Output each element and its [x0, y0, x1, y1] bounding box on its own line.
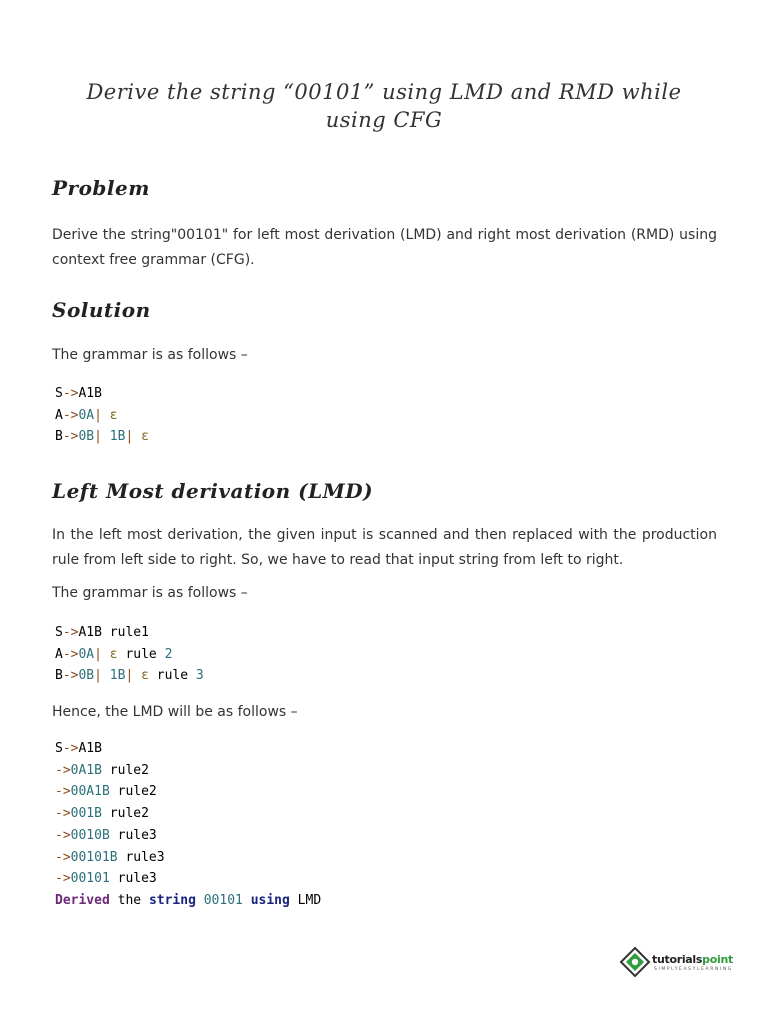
plain-word: the: [109, 892, 149, 908]
step-value: 00101B: [70, 849, 118, 865]
lmd-derivation-code-block: [55, 738, 321, 912]
derivation-conclusion: [55, 890, 321, 912]
logo-brand-a: tutorials: [652, 953, 703, 966]
grammar-rhs: A1B: [78, 625, 102, 640]
pipe-operator: |: [94, 429, 102, 445]
logo-emblem-icon: [618, 942, 652, 982]
solution-intro: The grammar is as follows –: [52, 347, 248, 363]
logo-tagline: SIMPLYEASYLEARNING: [654, 967, 733, 972]
grammar-lhs: B: [55, 668, 63, 684]
rule-label: rule2: [101, 762, 149, 778]
derivation-step: [55, 803, 321, 825]
rule-line: [55, 665, 204, 687]
lmd-heading: Left Most derivation (LMD): [52, 479, 374, 503]
derivation-step: [55, 847, 321, 869]
derivation-step: [55, 760, 321, 782]
step-value: A1B: [78, 741, 102, 756]
arrow-operator: ->: [62, 386, 79, 401]
arrow-operator: ->: [62, 407, 79, 423]
derivation-step: [55, 868, 321, 890]
grammar-line: [55, 426, 149, 448]
grammar-lhs: S: [55, 386, 63, 401]
keyword-derived: Derived: [55, 892, 110, 908]
page-title: Derive the string “00101” using LMD and RMD while using CFG: [86, 80, 682, 132]
arrow-operator: ->: [62, 646, 79, 662]
rule-label: rule: [117, 646, 165, 662]
lmd-rules-code-block: [55, 622, 204, 687]
rule-label: rule2: [109, 784, 157, 800]
grammar-rhs: 0A: [78, 646, 95, 662]
grammar-rhs: 1B: [101, 429, 126, 445]
grammar-code-block: [55, 383, 149, 448]
arrow-operator: ->: [62, 429, 79, 445]
arrow-operator: ->: [55, 871, 71, 887]
grammar-lhs: S: [55, 625, 63, 640]
pipe-operator: |: [94, 407, 102, 423]
grammar-rhs: 1B: [101, 668, 126, 684]
rule-label: rule2: [101, 806, 149, 822]
grammar-rhs: 0B: [78, 429, 95, 445]
arrow-operator: ->: [55, 827, 71, 843]
grammar-lhs: A: [55, 646, 63, 662]
grammar-lhs: A: [55, 407, 63, 423]
logo-brand-b: point: [702, 953, 733, 966]
grammar-line: [55, 405, 149, 427]
epsilon-symbol: ε: [101, 407, 118, 423]
lmd-text: In the left most derivation, the given input is scanned and then replaced with the production rule from left side to right. So, we have to read that input string from left to right.: [52, 527, 717, 568]
epsilon-symbol: ε: [133, 668, 149, 684]
pipe-operator: |: [125, 429, 134, 445]
rule-label: rule3: [109, 827, 157, 843]
arrow-operator: ->: [62, 668, 79, 684]
rule-number: 2: [164, 646, 173, 662]
keyword-string: string: [148, 892, 196, 908]
rule-line: [55, 622, 204, 644]
step-value: 00A1B: [70, 784, 110, 800]
lmd-hence-text: Hence, the LMD will be as follows –: [52, 704, 298, 720]
arrow-operator: ->: [55, 762, 71, 778]
pipe-operator: |: [125, 668, 134, 684]
step-value: 0010B: [70, 827, 110, 843]
keyword-using: using: [250, 892, 290, 908]
rule-line: [55, 644, 204, 666]
derivation-step: [55, 781, 321, 803]
problem-heading: Problem: [52, 176, 150, 200]
grammar-rhs: 0A: [78, 407, 95, 423]
derivation-step: [55, 738, 321, 760]
arrow-operator: ->: [62, 741, 79, 756]
rule-label: rule1: [101, 625, 149, 640]
grammar-line: [55, 383, 149, 405]
logo-wordmark: [652, 953, 733, 966]
step-value: 001B: [70, 806, 102, 822]
pipe-operator: |: [94, 668, 102, 684]
step-value: 0A1B: [70, 762, 102, 778]
pipe-operator: |: [94, 646, 102, 662]
derivation-step: [55, 825, 321, 847]
arrow-operator: ->: [55, 849, 71, 865]
derived-string-value: 00101: [195, 892, 251, 908]
step-value: 00101: [70, 871, 110, 887]
plain-word: LMD: [289, 892, 322, 908]
grammar-lhs: B: [55, 429, 63, 445]
rule-label: rule3: [109, 871, 157, 887]
grammar-rhs: A1B: [78, 386, 102, 401]
grammar-rhs: 0B: [78, 668, 95, 684]
tutorialspoint-logo[interactable]: [618, 942, 738, 982]
solution-heading: Solution: [52, 298, 151, 322]
rule-label: rule3: [117, 849, 165, 865]
rule-number: 3: [195, 668, 204, 684]
problem-text: Derive the string"00101" for left most derivation (LMD) and right most derivation (RMD) using context free grammar (CFG).: [52, 227, 717, 268]
step-prefix: S: [55, 741, 63, 756]
arrow-operator: ->: [62, 625, 79, 640]
lmd-intro: The grammar is as follows –: [52, 585, 248, 601]
epsilon-symbol: ε: [101, 646, 118, 662]
arrow-operator: ->: [55, 806, 71, 822]
rule-label: rule: [148, 668, 196, 684]
epsilon-symbol: ε: [133, 429, 149, 445]
arrow-operator: ->: [55, 784, 71, 800]
